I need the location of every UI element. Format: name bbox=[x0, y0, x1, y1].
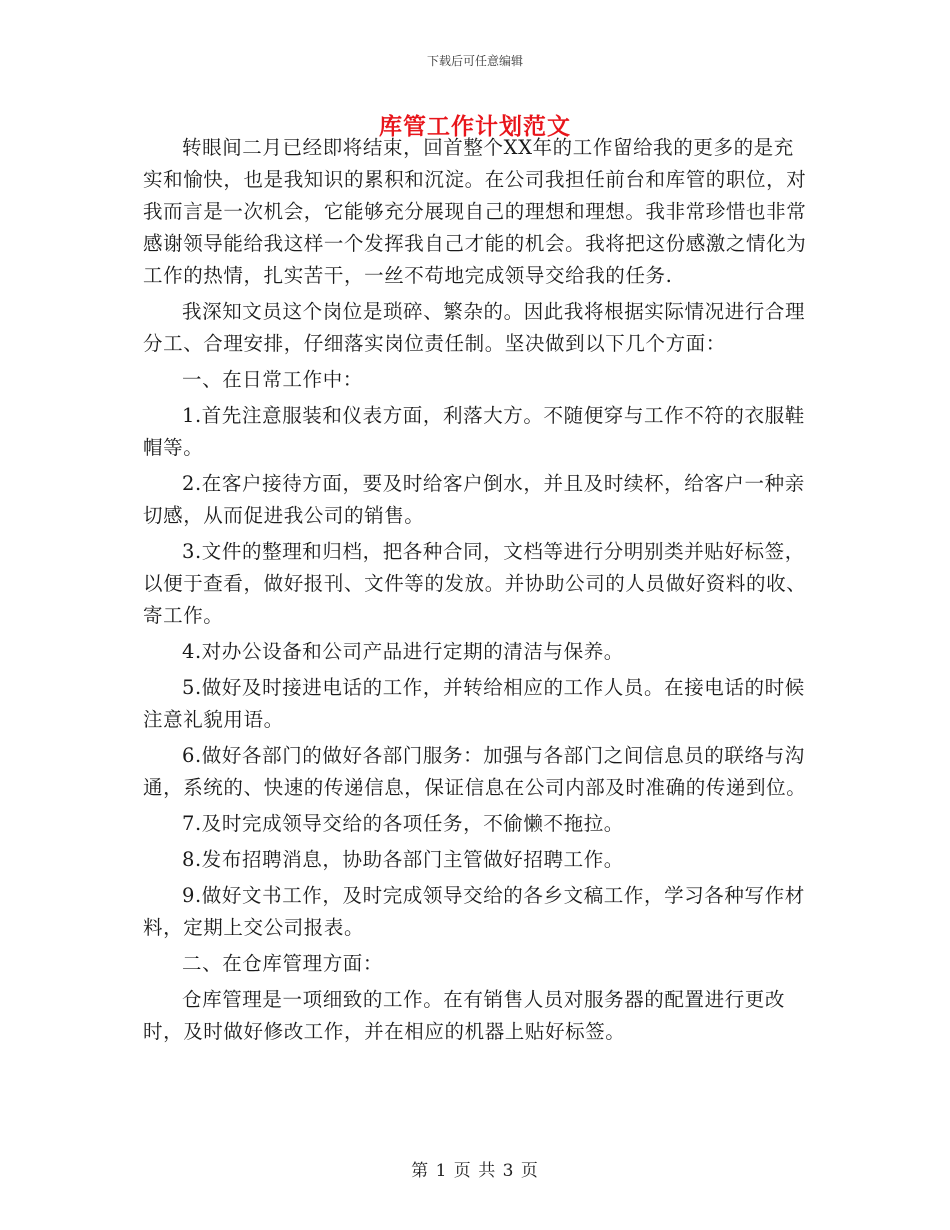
list-item-5: 5.做好及时接进电话的工作，并转给相应的工作人员。在接电话的时候注意礼貌用语。 bbox=[143, 676, 805, 731]
page-footer-page-number: 第 1 页 共 3 页 bbox=[411, 1161, 539, 1181]
list-item-4: 4.对办公设备和公司产品进行定期的清洁与保养。 bbox=[182, 640, 624, 663]
list-item-6: 6.做好各部门的做好各部门服务：加强与各部门之间信息员的联络与沟通，系统的、快速的传递信息，保证信息在公司内部及时准确的传递到位。 bbox=[143, 744, 807, 799]
list-item-7: 7.及时完成领导交给的各项任务，不偷懒不拖拉。 bbox=[182, 812, 624, 835]
document-title: 库管工作计划范文 bbox=[379, 113, 571, 140]
list-item-2: 2.在客户接待方面，要及时给客户倒水，并且及时续杯，给客户一种亲切感，从而促进我公司的销售。 bbox=[143, 472, 805, 527]
paragraph-warehouse: 仓库管理是一项细致的工作。在有销售人员对服务器的配置进行更改时，及时做好修改工作，并在相应的机器上贴好标签。 bbox=[143, 988, 786, 1043]
paragraph-position: 我深知文员这个岗位是琐碎、繁杂的。因此我将根据实际情况进行合理分工、合理安排，仔细落实岗位责任制。坚决做到以下几个方面： bbox=[143, 300, 806, 355]
list-item-1: 1.首先注意服装和仪表方面，利落大方。不随便穿与工作不符的衣服鞋帽等。 bbox=[143, 404, 805, 459]
section-heading-warehouse: 二、在仓库管理方面： bbox=[182, 952, 384, 975]
page-header-note: 下载后可任意编辑 bbox=[426, 54, 523, 68]
section-heading-daily-work: 一、在日常工作中： bbox=[182, 368, 363, 391]
list-item-8: 8.发布招聘消息，协助各部门主管做好招聘工作。 bbox=[182, 848, 624, 871]
list-item-3: 3.文件的整理和归档，把各种合同，文档等进行分明别类并贴好标签，以便于查看，做好报刊、文件等的发放。并协助公司的人员做好资料的收、寄工作。 bbox=[143, 540, 807, 627]
paragraph-intro: 转眼间二月已经即将结束，回首整个XX年的工作留给我的更多的是充实和愉快，也是我知识的累积和沉淀。在公司我担任前台和库管的职位，对我而言是一次机会，它能够充分展现自己的理想和理想。我非常珍惜也非常感谢领导能给我这样一个发挥我自己才能的机会。我将把这份感激之情化为工作的热情，扎实苦干，一丝不苟地完成领导交给我的任务. bbox=[143, 136, 807, 287]
list-item-9: 9.做好文书工作，及时完成领导交给的各乡文稿工作，学习各种写作材料，定期上交公司报表。 bbox=[143, 884, 805, 939]
document-body bbox=[143, 132, 811, 1052]
